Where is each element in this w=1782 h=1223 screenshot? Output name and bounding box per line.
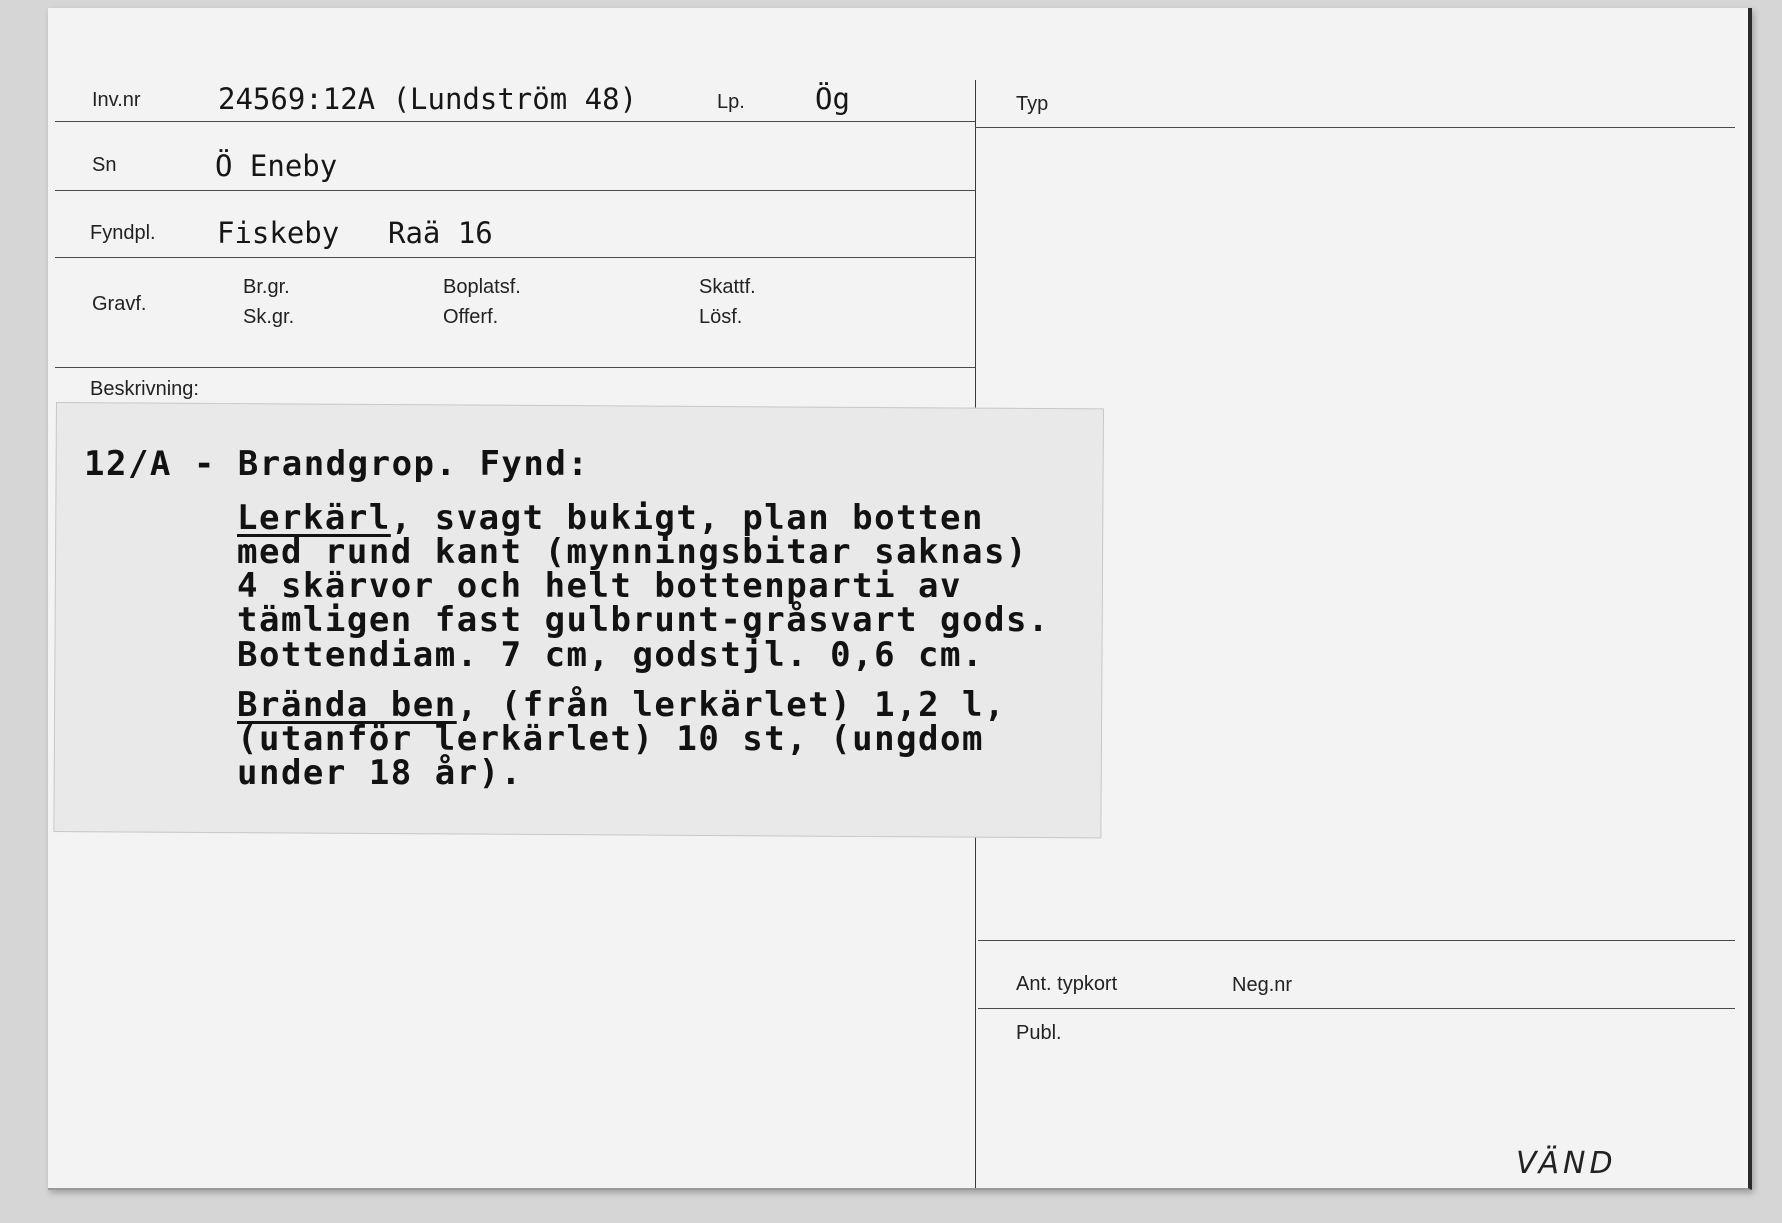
fyndpl-raa: Raä 16	[388, 216, 493, 250]
description-p2-line-1	[237, 685, 1006, 725]
sn-label: Sn	[92, 154, 117, 176]
description-p1-line-1	[237, 498, 984, 538]
description-p2-line-2: (utanför lerkärlet) 10 st, (ungdom	[237, 719, 984, 759]
description-p1-line-2: med rund kant (mynningsbitar saknas)	[237, 532, 1028, 572]
branda-ben-heading: Brända ben	[237, 685, 457, 725]
fyndpl-label: Fyndpl.	[90, 222, 156, 244]
rule-gravf	[55, 367, 975, 368]
handwritten-vand: VÄND	[1516, 1146, 1617, 1181]
gravf-label: Gravf.	[92, 293, 147, 315]
typ-label: Typ	[1016, 93, 1049, 115]
br-gr-label: Br.gr.	[243, 276, 290, 298]
sk-gr-label: Sk.gr.	[243, 306, 295, 328]
rule-ant	[978, 940, 1735, 941]
rule-sn	[55, 190, 975, 191]
ant-typkort-label: Ant. typkort	[1016, 973, 1118, 995]
lerkarl-heading: Lerkärl	[237, 498, 391, 538]
sn-value: Ö Eneby	[215, 149, 338, 183]
description-p2-line-3: under 18 år).	[237, 753, 523, 793]
losf-label: Lösf.	[699, 306, 743, 328]
lerkarl-text-rest: , svagt bukigt, plan botten	[390, 498, 984, 538]
beskrivning-label: Beskrivning:	[90, 378, 199, 400]
neg-nr-label: Neg.nr	[1232, 974, 1293, 996]
lp-label: Lp.	[717, 91, 745, 113]
offerf-label: Offerf.	[443, 306, 499, 328]
inv-nr-value: 24569:12A (Lundström 48)	[218, 82, 638, 116]
inv-nr-label: Inv.nr	[92, 89, 141, 111]
rule-neg	[978, 1008, 1735, 1009]
boplatsf-label: Boplatsf.	[443, 276, 521, 298]
skattf-label: Skattf.	[699, 276, 756, 298]
rule-inv	[55, 121, 975, 122]
description-p1-line-3: 4 skärvor och helt bottenparti av	[237, 566, 963, 606]
description-p1-line-5: Bottendiam. 7 cm, godstjl. 0,6 cm.	[237, 635, 984, 675]
lp-value: Ög	[815, 82, 850, 116]
description-line-1: 12/A - Brandgrop. Fynd:	[84, 444, 590, 484]
rule-fyndpl	[55, 257, 975, 258]
description-p1-line-4: tämligen fast gulbrunt-gråsvart gods.	[237, 600, 1050, 640]
branda-ben-text-rest: , (från lerkärlet) 1,2 l,	[456, 685, 1006, 725]
fyndpl-place: Fiskeby	[217, 216, 340, 250]
publ-label: Publ.	[1016, 1022, 1062, 1044]
rule-typ	[975, 127, 1735, 128]
